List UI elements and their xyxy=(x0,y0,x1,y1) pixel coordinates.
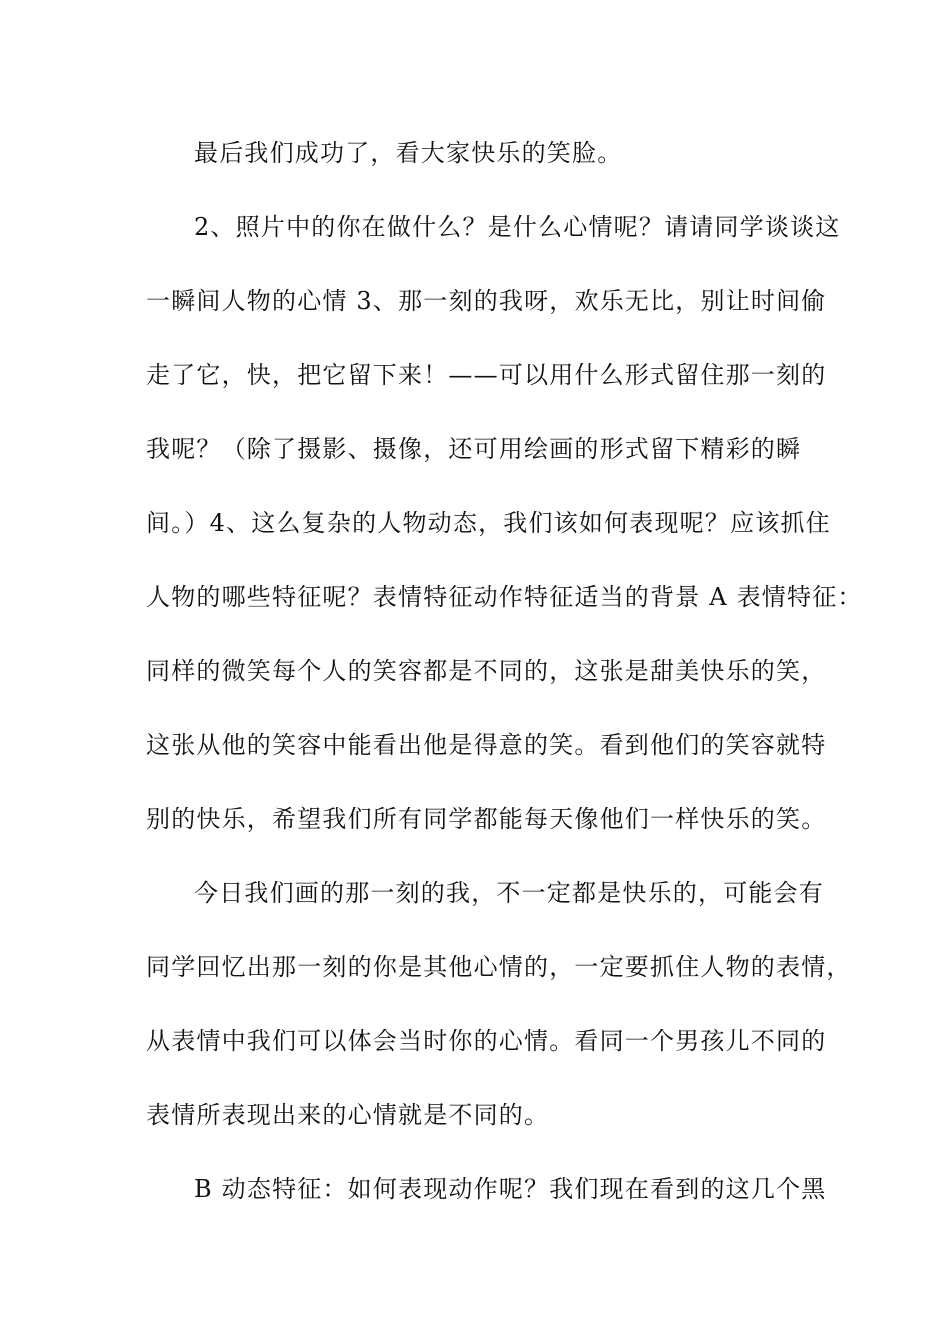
text-line: B 动态特征：如何表现动作呢？我们现在看到的这几个黑 xyxy=(194,1175,827,1203)
text-line: 最后我们成功了，看大家快乐的笑脸。 xyxy=(194,139,623,167)
text-line: 表情所表现出来的心情就是不同的。 xyxy=(146,1101,550,1129)
text-line: 一瞬间人物的心情 3、那一刻的我呀，欢乐无比，别让时间偷 xyxy=(146,287,827,315)
text-line: 走了它，快，把它留下来！——可以用什么形式留住那一刻的 xyxy=(146,361,827,389)
text-line: 同学回忆出那一刻的你是其他心情的，一定要抓住人物的表情， xyxy=(146,953,852,981)
text-line: 我呢？（除了摄影、摄像，还可用绘画的形式留下精彩的瞬 xyxy=(146,435,802,463)
text-line: 人物的哪些特征呢？表情特征动作特征适当的背景 A 表情特征： xyxy=(146,583,863,611)
text-line: 间。）4、这么复杂的人物动态，我们该如何表现呢？应该抓住 xyxy=(146,509,831,537)
text-line: 同样的微笑每个人的笑容都是不同的，这张是甜美快乐的笑， xyxy=(146,657,827,685)
text-line: 今日我们画的那一刻的我，不一定都是快乐的，可能会有 xyxy=(194,879,824,907)
text-line: 2、照片中的你在做什么？是什么心情呢？请请同学谈谈这 xyxy=(194,213,841,241)
text-line: 从表情中我们可以体会当时你的心情。看同一个男孩儿不同的 xyxy=(146,1027,827,1055)
text-line: 这张从他的笑容中能看出他是得意的笑。看到他们的笑容就特 xyxy=(146,731,827,759)
text-line: 别的快乐，希望我们所有同学都能每天像他们一样快乐的笑。 xyxy=(146,805,827,833)
